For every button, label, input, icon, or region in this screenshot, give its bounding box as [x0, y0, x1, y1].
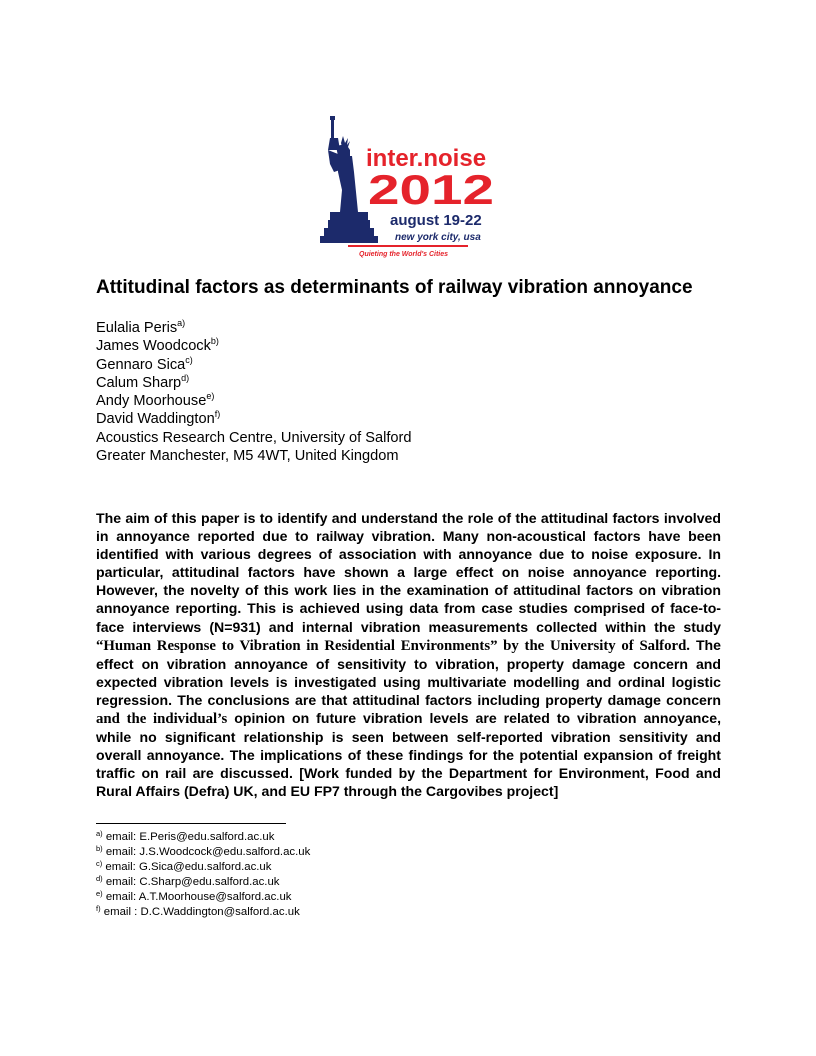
footnotes [96, 830, 310, 921]
footnote-email: email: J.S.Woodcock@edu.salford.ac.uk [102, 846, 311, 859]
footnote-mark: c) [96, 859, 103, 869]
author-name: Calum Sharp [96, 374, 182, 391]
abstract-text: opinion on future vibration levels are related to vibration annoyance, while no significant relationship is seen between self-reported vibration sensitivity and overall annoyance. The implications of these findings for the potential expansion of freight traffic on rail are discussed. [Work funded by the Department for Environment, Food and Rural Affairs (Defra) UK, and EU FP7 through the Cargovibes project] [96, 710, 721, 800]
author-entry [96, 392, 412, 410]
author-footnote-mark: e) [206, 391, 215, 402]
logo-year: 2012 [368, 166, 494, 213]
footnote-email: email: E.Peris@edu.salford.ac.uk [102, 831, 275, 843]
author-footnote-mark: d) [181, 372, 190, 383]
author-name: David Waddington [96, 411, 215, 428]
footnote [96, 890, 310, 905]
logo-dates: august 19-22 [390, 212, 482, 229]
author-footnote-mark: f) [214, 409, 221, 420]
footnote-separator [96, 823, 286, 824]
footnote-mark: a) [96, 829, 103, 838]
footnote [96, 830, 310, 845]
abstract-text: The effect on vibration annoyance of sensitivity to vibration, property damage concern and expected vibration levels is investigated using multivariate modelling and ordinal logistic regression. The conclusions are that attitudinal factors including property damage concern [96, 636, 721, 708]
footnote-email: email: G.Sica@edu.salford.ac.uk [102, 861, 272, 874]
footnote [96, 875, 310, 890]
author-footnote-mark: c) [185, 354, 193, 365]
abstract [96, 509, 721, 801]
conference-logo [316, 116, 506, 261]
author-entry [96, 356, 412, 374]
author-entry [96, 337, 412, 355]
footnote [96, 845, 310, 860]
footnote [96, 905, 310, 920]
affiliation-address: Greater Manchester, M5 4WT, United Kingdom [96, 448, 399, 465]
author-entry [96, 319, 412, 337]
author-footnote-mark: b) [210, 336, 219, 347]
author-name: Eulalia Peris [96, 320, 178, 336]
abstract-text: The aim of this paper is to identify and understand the role of the attitudinal factors involved in annoyance reported due to railway vibration. Many non-acoustical factors have been identified with various degrees of association with annoyance due to noise exposure. In particular, attitudinal factors have shown a large effect on noise annoyance reporting. However, the novelty of this work lies in the examination of attitudinal factors on vibration annoyance reporting. This is achieved using data from case studies comprised of face-to-face interviews (N=931) and internal vibration measurements collected within the study [96, 510, 721, 635]
logo-divider [348, 245, 468, 247]
footnote-email: email: C.Sharp@edu.salford.ac.uk [102, 876, 280, 889]
footnote-mark: b) [96, 844, 103, 854]
abstract-study-title: “Human Response to Vibration in Residential Environments” by the University of Salford. [96, 637, 691, 654]
affiliation-line: Acoustics Research Centre, University of Salford [96, 429, 412, 446]
abstract-text-serif: and the individual’s [96, 711, 228, 728]
footnote-mark: f) [96, 904, 101, 914]
author-name: James Woodcock [96, 338, 211, 355]
logo-city: new york city, usa [395, 232, 481, 243]
paper-title: Attitudinal factors as determinants of railway vibration annoyance [96, 277, 693, 298]
logo-name: inter.noise [366, 145, 487, 172]
author-entry [96, 410, 412, 428]
author-footnote-mark: a) [177, 318, 186, 328]
footnote [96, 860, 310, 875]
author-block [96, 319, 412, 465]
footnote-mark: e) [96, 889, 103, 899]
footnote-mark: d) [96, 874, 103, 884]
footnote-email: email: A.T.Moorhouse@salford.ac.uk [102, 891, 292, 904]
footnote-email: email : D.C.Waddington@salford.ac.uk [100, 906, 300, 919]
author-name: Andy Moorhouse [96, 393, 207, 410]
author-name: Gennaro Sica [96, 356, 186, 373]
author-entry [96, 374, 412, 392]
logo-tagline: Quieting the World's Cities [359, 251, 449, 258]
